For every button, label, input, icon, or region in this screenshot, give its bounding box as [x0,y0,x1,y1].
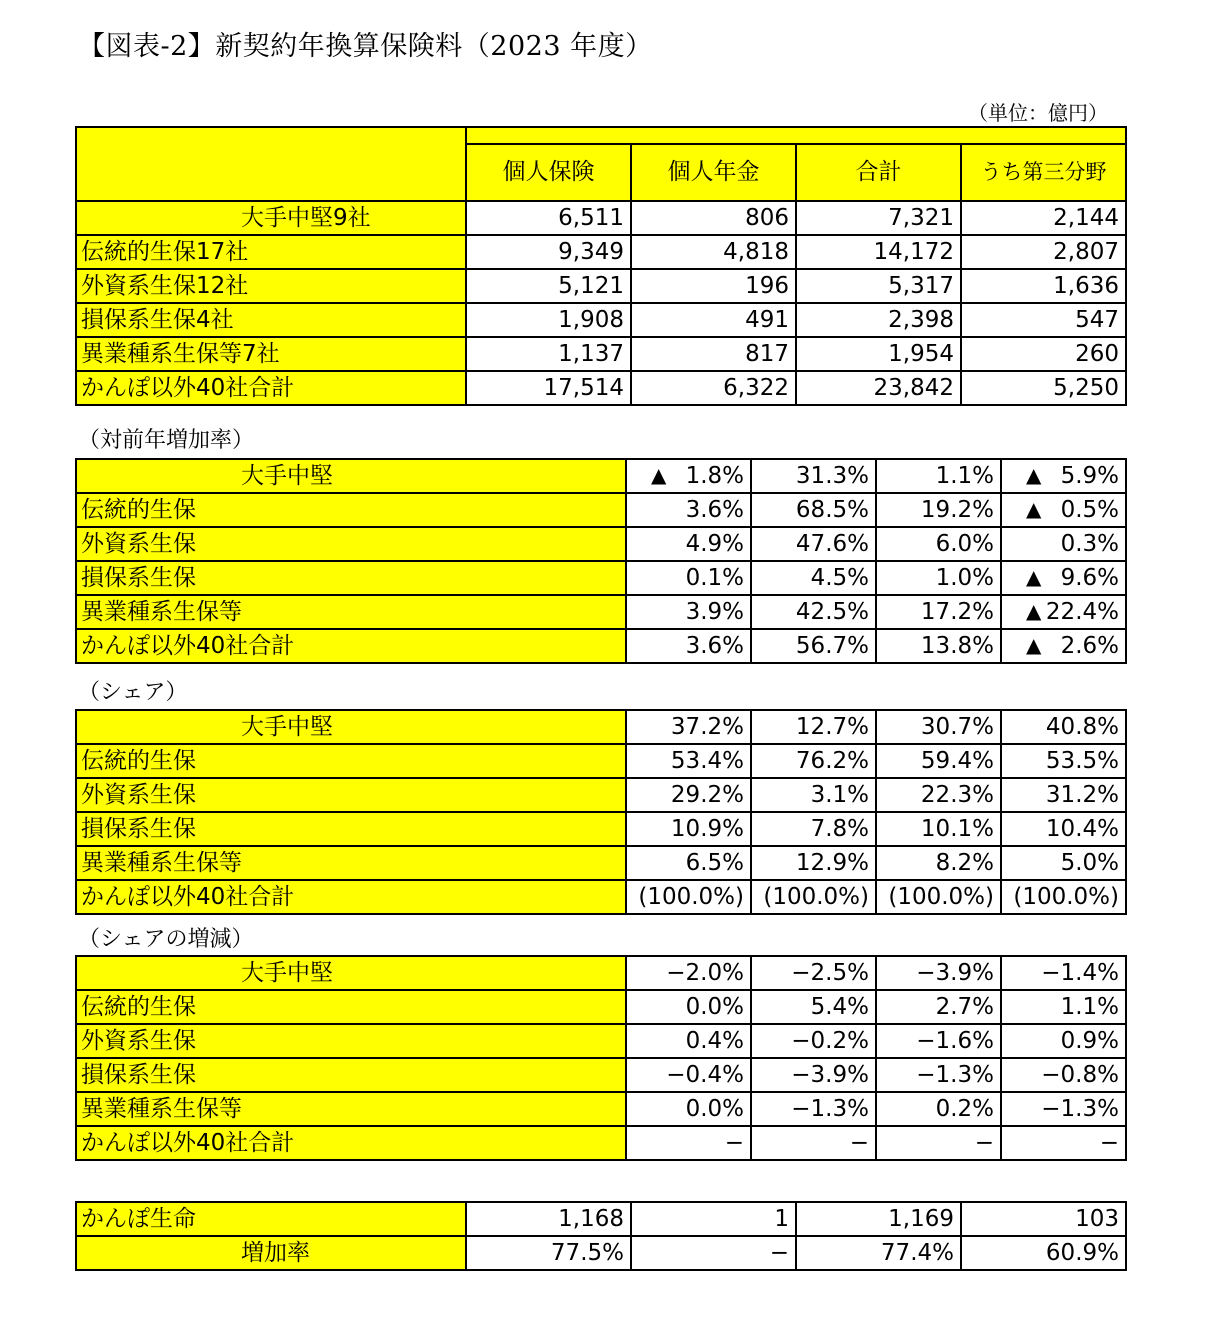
value-cell [751,561,876,595]
value-cell [961,201,1126,235]
value-text: 37.2% [670,714,744,740]
value-cell [626,710,751,744]
value-text: 0.9% [1060,1028,1119,1054]
table-row [76,1202,1126,1236]
negative-triangle-icon: ▲ [651,463,667,487]
value-cell [626,527,751,561]
row-label: かんぽ以外40社合計 [76,371,466,405]
value-cell [876,812,1001,846]
value-cell [751,595,876,629]
value-text: 2,807 [1053,239,1119,265]
row-label: 異業種系生保等 [76,1092,626,1126]
value-text: −1.6% [916,1028,994,1054]
value-cell [626,880,751,914]
table-row [76,710,1126,744]
value-cell [961,269,1126,303]
value-cell [1001,956,1126,990]
value-cell [1001,710,1126,744]
value-text: 40.8% [1045,714,1119,740]
value-text: 491 [745,307,789,333]
value-text: 0.1% [685,565,744,591]
value-cell [1001,1024,1126,1058]
row-label: かんぽ以外40社合計 [76,880,626,914]
value-text: 17.2% [920,599,994,625]
value-cell [876,595,1001,629]
value-text: 3.1% [810,782,869,808]
col-header-individual-annuity: 個人年金 [631,144,796,201]
value-cell [466,1202,631,1236]
value-cell [1001,561,1126,595]
row-label: 大手中堅 [76,710,626,744]
row-label: 損保系生保 [76,561,626,595]
row-label: 大手中堅 [76,956,626,990]
value-text: 1.8% [685,463,744,489]
value-text: −3.9% [791,1062,869,1088]
value-cell [1001,812,1126,846]
value-cell [961,337,1126,371]
premium-table [75,126,1127,406]
negative-triangle-icon: ▲ [1026,599,1042,623]
value-text: 260 [1075,341,1119,367]
value-cell [751,710,876,744]
value-text: 59.4% [920,748,994,774]
table-row [76,1092,1126,1126]
value-cell [876,990,1001,1024]
value-cell [796,201,961,235]
value-text: 5.9% [1060,463,1119,489]
table-row [76,744,1126,778]
value-cell [751,956,876,990]
row-label: 異業種系生保等 [76,846,626,880]
table-row [76,561,1126,595]
value-text: −2.5% [791,960,869,986]
value-text: 31.3% [795,463,869,489]
value-cell [961,371,1126,405]
value-cell [466,201,631,235]
yoy-table [75,458,1127,664]
value-cell [796,1236,961,1270]
value-cell [466,371,631,405]
figure-title: 【図表-2】新契約年換算保険料（2023 年度） [78,31,653,62]
table-row [76,235,1126,269]
section-share-label: （シェア） [78,680,188,705]
value-text: (100.0%) [1013,884,1119,910]
row-label: 損保系生保4社 [76,303,466,337]
value-text: − [1099,1130,1119,1156]
value-text: 10.9% [670,816,744,842]
value-text: 5,250 [1053,375,1119,401]
value-text: 53.5% [1045,748,1119,774]
negative-triangle-icon: ▲ [1026,633,1042,657]
value-text: 7,321 [888,205,954,231]
value-text: 0.0% [685,994,744,1020]
value-cell [1001,493,1126,527]
value-text: 1.1% [935,463,994,489]
value-text: 4.9% [685,531,744,557]
col-header-third-sector: うち第三分野 [961,144,1126,201]
col-header-individual-insurance: 個人保険 [466,144,631,201]
value-text: 10.1% [920,816,994,842]
value-text: 3.6% [685,633,744,659]
value-cell [796,303,961,337]
value-cell [876,1092,1001,1126]
table-row [76,812,1126,846]
value-text: 7.8% [810,816,869,842]
table-row [76,269,1126,303]
table-row [76,778,1126,812]
table-row [76,846,1126,880]
value-text: 1,137 [558,341,624,367]
value-cell [876,527,1001,561]
value-text: −1.3% [791,1096,869,1122]
value-cell [876,493,1001,527]
kampo-table [75,1201,1127,1271]
value-text: 77.4% [880,1240,954,1266]
value-text: 1 [774,1206,789,1232]
negative-triangle-icon: ▲ [1026,463,1042,487]
value-cell [626,1058,751,1092]
table-row [76,629,1126,663]
value-cell [631,371,796,405]
value-cell [961,1202,1126,1236]
value-text: −3.9% [916,960,994,986]
value-text: 77.5% [550,1240,624,1266]
value-cell [631,269,796,303]
value-text: 1.1% [1060,994,1119,1020]
value-cell [626,990,751,1024]
value-text: 0.5% [1060,497,1119,523]
value-cell [626,459,751,493]
value-text: 1,908 [558,307,624,333]
value-cell [751,1092,876,1126]
value-cell [1001,1092,1126,1126]
value-text: 0.4% [685,1028,744,1054]
value-cell [466,235,631,269]
value-cell [751,846,876,880]
value-cell [876,744,1001,778]
value-cell [631,337,796,371]
table-row [76,371,1126,405]
value-text: −1.4% [1041,960,1119,986]
value-cell [626,561,751,595]
value-text: (100.0%) [763,884,869,910]
row-label: 外資系生保 [76,527,626,561]
value-text: −0.2% [791,1028,869,1054]
value-cell [751,1058,876,1092]
value-cell [796,235,961,269]
value-cell [961,235,1126,269]
value-text: −1.3% [916,1062,994,1088]
row-label: 伝統的生保17社 [76,235,466,269]
value-text: 68.5% [795,497,869,523]
value-text: 1,169 [888,1206,954,1232]
row-label: 損保系生保 [76,1058,626,1092]
value-cell [1001,527,1126,561]
value-cell [751,629,876,663]
value-text: 42.5% [795,599,869,625]
value-cell [1001,778,1126,812]
value-text: 4.5% [810,565,869,591]
value-text: 1,954 [888,341,954,367]
value-text: 1.0% [935,565,994,591]
value-cell [626,846,751,880]
value-cell [876,710,1001,744]
value-text: 5,121 [558,273,624,299]
table-row [76,595,1126,629]
value-text: 103 [1075,1206,1119,1232]
value-text: 6,322 [723,375,789,401]
table-row [76,1024,1126,1058]
value-cell [626,1126,751,1160]
row-label: 大手中堅9社 [76,201,466,235]
value-cell [1001,1058,1126,1092]
value-text: − [974,1130,994,1156]
table-row [76,201,1126,235]
value-cell [961,303,1126,337]
table-row [76,527,1126,561]
row-label: 大手中堅 [76,459,626,493]
row-label: 外資系生保 [76,1024,626,1058]
value-cell [1001,846,1126,880]
value-text: (100.0%) [638,884,744,910]
value-cell [751,459,876,493]
value-cell [626,812,751,846]
row-label: 異業種系生保等 [76,595,626,629]
value-text: 53.4% [670,748,744,774]
value-cell [626,1092,751,1126]
value-cell [876,629,1001,663]
value-text: − [724,1130,744,1156]
value-cell [1001,459,1126,493]
value-cell [631,1202,796,1236]
row-label: かんぽ生命 [76,1202,466,1236]
value-cell [876,778,1001,812]
value-text: −0.8% [1041,1062,1119,1088]
value-cell [751,812,876,846]
value-text: 8.2% [935,850,994,876]
value-text: 817 [745,341,789,367]
value-cell [876,1058,1001,1092]
value-text: 0.0% [685,1096,744,1122]
value-text: 9.6% [1060,565,1119,591]
negative-triangle-icon: ▲ [1026,497,1042,521]
value-text: 3.6% [685,497,744,523]
value-cell [1001,880,1126,914]
share-change-table [75,955,1127,1161]
value-text: 1,168 [558,1206,624,1232]
value-cell [626,744,751,778]
table-row [76,990,1126,1024]
value-cell [796,1202,961,1236]
value-cell [961,1236,1126,1270]
value-text: 30.7% [920,714,994,740]
row-label: 増加率 [76,1236,466,1270]
value-cell [876,880,1001,914]
value-cell [876,956,1001,990]
row-label: 異業種系生保等7社 [76,337,466,371]
value-text: 2.7% [935,994,994,1020]
table-row [76,956,1126,990]
value-text: 1,636 [1053,273,1119,299]
value-cell [751,744,876,778]
value-cell [631,303,796,337]
value-cell [796,269,961,303]
value-text: 5,317 [888,273,954,299]
value-cell [876,561,1001,595]
value-cell [626,629,751,663]
value-cell [631,1236,796,1270]
value-cell [1001,595,1126,629]
row-label: 伝統的生保 [76,493,626,527]
value-cell [751,1126,876,1160]
value-cell [466,303,631,337]
value-text: 10.4% [1045,816,1119,842]
value-cell [626,778,751,812]
table-row [76,1126,1126,1160]
value-cell [466,1236,631,1270]
value-text: − [849,1130,869,1156]
value-cell [751,1024,876,1058]
value-text: 31.2% [1045,782,1119,808]
value-cell [1001,1126,1126,1160]
value-text: −2.0% [666,960,744,986]
value-cell [751,990,876,1024]
value-text: 56.7% [795,633,869,659]
row-label: 伝統的生保 [76,990,626,1024]
value-text: 22.3% [920,782,994,808]
value-text: 547 [1075,307,1119,333]
value-text: 806 [745,205,789,231]
value-text: 0.2% [935,1096,994,1122]
value-text: 12.7% [795,714,869,740]
value-text: 19.2% [920,497,994,523]
value-text: 9,349 [558,239,624,265]
value-cell [751,880,876,914]
table-row [76,303,1126,337]
value-text: −1.3% [1041,1096,1119,1122]
section-yoy-label: （対前年増加率） [78,428,255,453]
value-text: 3.9% [685,599,744,625]
value-cell [876,459,1001,493]
table-row [76,337,1126,371]
value-text: 5.4% [810,994,869,1020]
value-text: 13.8% [920,633,994,659]
value-cell [626,595,751,629]
value-text: 23,842 [873,375,954,401]
table-row [76,880,1126,914]
value-cell [876,1126,1001,1160]
value-cell [466,269,631,303]
value-cell [876,1024,1001,1058]
value-text: 47.6% [795,531,869,557]
row-label: かんぽ以外40社合計 [76,1126,626,1160]
value-cell [626,1024,751,1058]
value-text: 4,818 [723,239,789,265]
value-text: 12.9% [795,850,869,876]
value-cell [631,201,796,235]
value-text: 6,511 [558,205,624,231]
value-cell [751,527,876,561]
table-row [76,1058,1126,1092]
value-text: 5.0% [1060,850,1119,876]
value-text: 6.0% [935,531,994,557]
value-text: −0.4% [666,1062,744,1088]
value-text: 29.2% [670,782,744,808]
value-cell [1001,990,1126,1024]
value-cell [626,493,751,527]
value-cell [1001,629,1126,663]
section-share-change-label: （シェアの増減） [78,927,254,952]
value-text: 2.6% [1060,633,1119,659]
header-top-band [466,127,1126,144]
value-cell [466,337,631,371]
row-label: 外資系生保 [76,778,626,812]
value-text: − [769,1240,789,1266]
value-cell [796,337,961,371]
value-cell [626,956,751,990]
value-cell [796,371,961,405]
row-label: 外資系生保12社 [76,269,466,303]
value-text: 22.4% [1045,599,1119,625]
negative-triangle-icon: ▲ [1026,565,1042,589]
value-cell [751,493,876,527]
value-text: 196 [745,273,789,299]
share-table [75,709,1127,915]
table-row [76,1236,1126,1270]
row-label: 伝統的生保 [76,744,626,778]
value-cell [876,846,1001,880]
value-cell [1001,744,1126,778]
value-text: 6.5% [685,850,744,876]
row-label: 損保系生保 [76,812,626,846]
table-row [76,459,1126,493]
value-text: 76.2% [795,748,869,774]
value-text: 0.3% [1060,531,1119,557]
value-cell [751,778,876,812]
value-text: 60.9% [1045,1240,1119,1266]
value-text: 2,144 [1053,205,1119,231]
value-cell [631,235,796,269]
value-text: 14,172 [873,239,954,265]
unit-label: （単位：億円） [968,101,1108,125]
value-text: 2,398 [888,307,954,333]
table-row [76,493,1126,527]
value-text: (100.0%) [888,884,994,910]
col-header-total: 合計 [796,144,961,201]
value-text: 17,514 [543,375,624,401]
row-label: かんぽ以外40社合計 [76,629,626,663]
header-blank [76,127,466,201]
